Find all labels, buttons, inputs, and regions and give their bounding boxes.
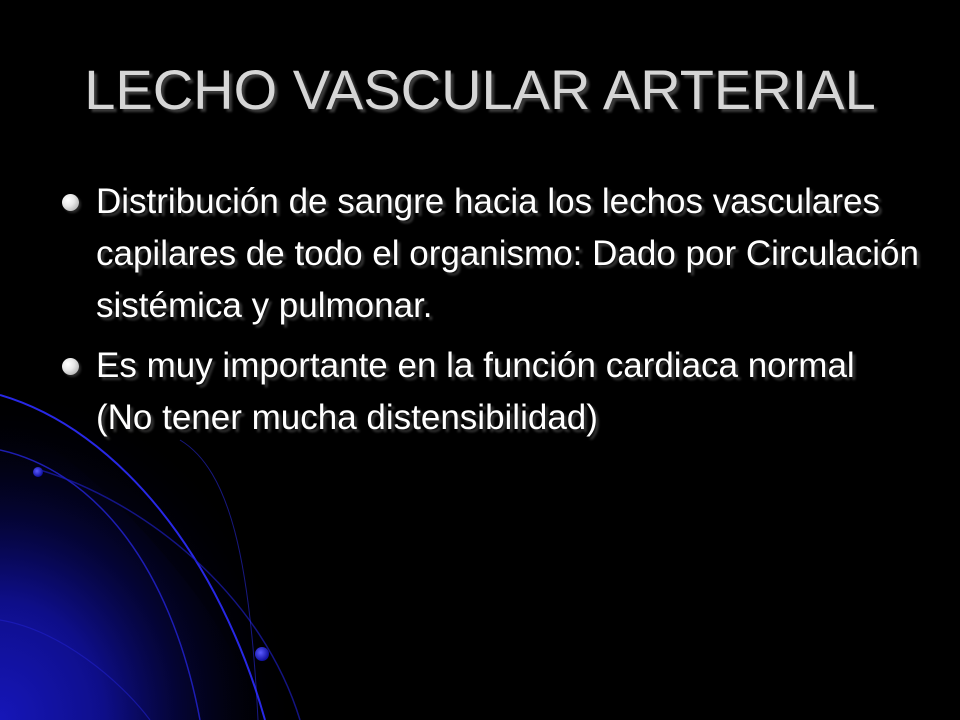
bullet-dot-icon bbox=[62, 194, 79, 211]
bullet-list bbox=[60, 176, 920, 452]
bullet-item-2 bbox=[60, 340, 920, 444]
bullet-text-2: Es muy importante en la función cardiaca normal (No tener mucha distensibilidad) bbox=[96, 346, 855, 437]
bullet-text-1: Distribución de sangre hacia los lechos vasculares capilares de todo el organismo: Dado por Circulación sistémica y pulmonar. bbox=[96, 182, 919, 325]
slide-title: LECHO VASCULAR ARTERIAL bbox=[84, 58, 876, 121]
bullet-dot-icon bbox=[62, 358, 79, 375]
bullet-item-1 bbox=[60, 176, 920, 332]
accent-dot-2 bbox=[255, 647, 269, 661]
accent-dot-1 bbox=[33, 467, 43, 477]
